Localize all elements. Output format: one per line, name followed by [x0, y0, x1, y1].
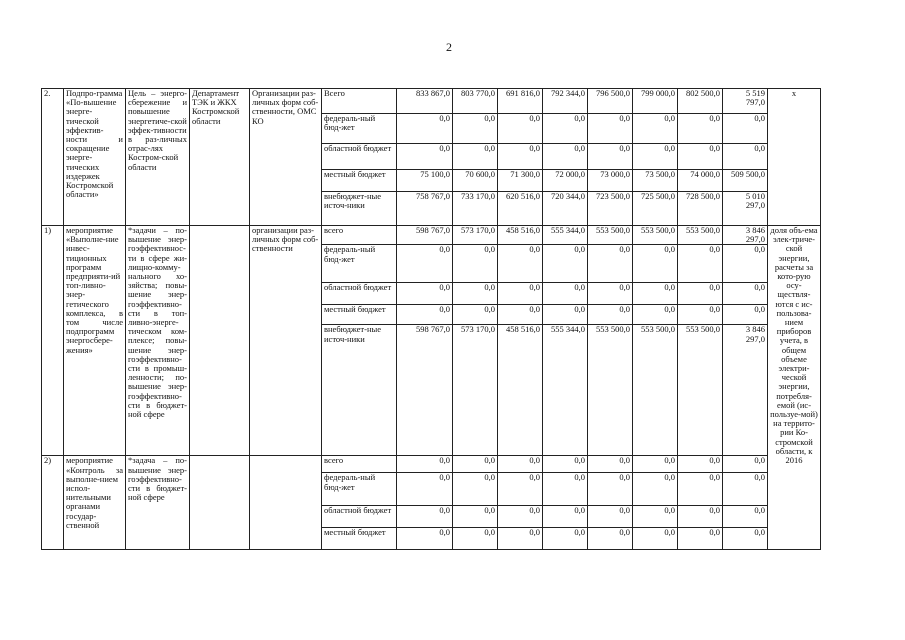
funding-value: 5 519 797,0: [723, 89, 768, 114]
funding-value: 0,0: [543, 245, 588, 283]
funding-source-label: внебюджет-ные источ-ники: [322, 325, 397, 456]
funding-value: 0,0: [453, 473, 498, 506]
funding-value: 75 100,0: [397, 170, 453, 192]
responsible-executor: [190, 226, 250, 456]
funding-value: 0,0: [453, 456, 498, 473]
funding-value: 0,0: [397, 473, 453, 506]
funding-source-label: областной бюджет: [322, 144, 397, 170]
funding-value: 0,0: [588, 506, 633, 528]
funding-value: 0,0: [588, 305, 633, 325]
funding-value: 3 846 297,0: [723, 226, 768, 245]
funding-value: 0,0: [588, 283, 633, 305]
funding-value: 0,0: [498, 456, 543, 473]
funding-value: 0,0: [453, 283, 498, 305]
funding-value: 0,0: [723, 473, 768, 506]
funding-value: 0,0: [397, 506, 453, 528]
funding-value: 0,0: [453, 506, 498, 528]
row-index: 2.: [42, 89, 64, 226]
page-number: 2: [446, 40, 452, 54]
funding-value: 0,0: [543, 283, 588, 305]
funding-value: 0,0: [678, 144, 723, 170]
funding-value: 553 500,0: [588, 226, 633, 245]
funding-value: 0,0: [543, 528, 588, 550]
funding-value: 553 500,0: [678, 226, 723, 245]
funding-value: 0,0: [723, 114, 768, 144]
funding-source-label: внебюджет-ные источ-ники: [322, 192, 397, 226]
funding-source-label: областной бюджет: [322, 283, 397, 305]
participants: Организации раз-личных форм соб-ственности, ОМС КО: [250, 89, 322, 226]
funding-value: 0,0: [498, 473, 543, 506]
funding-value: 0,0: [453, 144, 498, 170]
funding-value: 0,0: [678, 114, 723, 144]
funding-value: 0,0: [633, 473, 678, 506]
funding-source-label: федераль-ный бюд-жет: [322, 473, 397, 506]
funding-value: 0,0: [678, 473, 723, 506]
funding-source-label: Всего: [322, 89, 397, 114]
funding-value: 0,0: [543, 473, 588, 506]
funding-value: 0,0: [633, 245, 678, 283]
funding-value: 70 600,0: [453, 170, 498, 192]
funding-value: 758 767,0: [397, 192, 453, 226]
funding-value: 0,0: [543, 506, 588, 528]
funding-source-label: областной бюджет: [322, 506, 397, 528]
funding-value: 0,0: [633, 528, 678, 550]
funding-source-label: местный бюджет: [322, 305, 397, 325]
funding-value: 792 344,0: [543, 89, 588, 114]
funding-value: 833 867,0: [397, 89, 453, 114]
funding-value: 0,0: [723, 528, 768, 550]
program-table: [41, 88, 888, 550]
goal-text: Цель – энерго-сбережение и повышение энергетиче-ской эффек-тивности в раз-личных отрас-лях Костром-ской области: [126, 89, 190, 226]
funding-value: 553 500,0: [678, 325, 723, 456]
funding-value: 74 000,0: [678, 170, 723, 192]
funding-source-label: местный бюджет: [322, 528, 397, 550]
funding-value: 0,0: [397, 114, 453, 144]
funding-value: 0,0: [543, 144, 588, 170]
funding-value: 0,0: [723, 456, 768, 473]
funding-value: 0,0: [397, 528, 453, 550]
funding-value: 0,0: [453, 528, 498, 550]
funding-value: 691 816,0: [498, 89, 543, 114]
funding-value: 0,0: [678, 456, 723, 473]
funding-value: 0,0: [588, 528, 633, 550]
funding-value: 0,0: [723, 245, 768, 283]
funding-value: 0,0: [397, 245, 453, 283]
funding-value: 0,0: [498, 506, 543, 528]
participants: [250, 456, 322, 550]
funding-value: 0,0: [678, 528, 723, 550]
funding-value: 0,0: [397, 456, 453, 473]
funding-value: 0,0: [498, 283, 543, 305]
funding-value: 0,0: [543, 456, 588, 473]
funding-value: 0,0: [633, 456, 678, 473]
table-row: [42, 456, 888, 473]
table-row: [42, 226, 888, 245]
funding-value: 0,0: [397, 283, 453, 305]
funding-value: 0,0: [397, 305, 453, 325]
target-indicator: x: [768, 89, 821, 226]
funding-value: 0,0: [678, 283, 723, 305]
measure-name: мероприятие «Выполне-ние инвес-тиционных программ предприяти-ий топ-ливно-энер-гетического комплекса, в том числе подпрограмм энергосбере-жения»: [64, 226, 126, 456]
funding-value: 5 010 297,0: [723, 192, 768, 226]
funding-value: 0,0: [543, 305, 588, 325]
funding-value: 0,0: [453, 305, 498, 325]
funding-value: 0,0: [678, 245, 723, 283]
funding-value: 598 767,0: [397, 325, 453, 456]
funding-value: 0,0: [453, 245, 498, 283]
funding-value: 733 170,0: [453, 192, 498, 226]
funding-value: 0,0: [498, 245, 543, 283]
table-row: [42, 89, 888, 114]
funding-value: 555 344,0: [543, 325, 588, 456]
funding-value: 553 500,0: [633, 325, 678, 456]
funding-value: 796 500,0: [588, 89, 633, 114]
participants: организации раз-личных форм соб-ственности: [250, 226, 322, 456]
goal-text: *задачи – по-вышение энер-гоэффективнос-ти в сфере жи-лищно-комму-нального хо-зяйства; повы-шение энер-гоэффективно-сти в топ-ливно-энерге-тическом ком-плексе; повы-шение энер-гоэффективно-сти в промыш-ленности; по-вышение энер-гоэффективно-сти в бюджет-ной сфере: [126, 226, 190, 456]
funding-value: 728 500,0: [678, 192, 723, 226]
funding-value: 71 300,0: [498, 170, 543, 192]
funding-value: 803 770,0: [453, 89, 498, 114]
row-index: 2): [42, 456, 64, 550]
funding-value: 458 516,0: [498, 226, 543, 245]
funding-source-label: местный бюджет: [322, 170, 397, 192]
funding-value: 0,0: [588, 144, 633, 170]
funding-value: 0,0: [498, 114, 543, 144]
funding-value: 0,0: [453, 114, 498, 144]
funding-value: 553 500,0: [588, 325, 633, 456]
funding-value: 802 500,0: [678, 89, 723, 114]
responsible-executor: [190, 456, 250, 550]
funding-value: 573 170,0: [453, 325, 498, 456]
funding-source-label: федераль-ный бюд-жет: [322, 114, 397, 144]
funding-value: 72 000,0: [543, 170, 588, 192]
funding-value: 0,0: [588, 456, 633, 473]
funding-value: 723 500,0: [588, 192, 633, 226]
funding-value: 0,0: [633, 305, 678, 325]
funding-value: 73 500,0: [633, 170, 678, 192]
funding-value: 458 516,0: [498, 325, 543, 456]
funding-value: 573 170,0: [453, 226, 498, 245]
funding-value: 0,0: [633, 506, 678, 528]
funding-value: 620 516,0: [498, 192, 543, 226]
funding-value: 0,0: [678, 305, 723, 325]
funding-value: 553 500,0: [633, 226, 678, 245]
funding-value: 0,0: [498, 305, 543, 325]
funding-value: 720 344,0: [543, 192, 588, 226]
funding-source-label: всего: [322, 226, 397, 245]
measure-name: Подпро-грамма «По-вышение энерге-тической эффектив-ности и сокращение энерге-тических издержек Костромской области»: [64, 89, 126, 226]
responsible-executor: Департамент ТЭК и ЖКХ Костромской области: [190, 89, 250, 226]
measure-name: мероприятие «Контроль за выполне-нием испол-нительными органами государ-ственной: [64, 456, 126, 550]
funding-value: 3 846 297,0: [723, 325, 768, 456]
funding-value: 0,0: [633, 114, 678, 144]
funding-value: 0,0: [588, 114, 633, 144]
row-index: 1): [42, 226, 64, 456]
funding-value: 555 344,0: [543, 226, 588, 245]
funding-value: 0,0: [723, 305, 768, 325]
funding-value: 73 000,0: [588, 170, 633, 192]
funding-value: 0,0: [633, 144, 678, 170]
target-indicator: доля объ-ема элек-триче-ской энергии, расчеты за кото-рую осу-ществля-ются с ис-пользова-нием приборов учета, в общем объеме электри-ческой энергии, потребля-емой (ис-пользуе-мой) на террито-рии Ко-стромской области, к 2016: [768, 226, 821, 550]
funding-value: 0,0: [723, 283, 768, 305]
funding-value: 0,0: [498, 528, 543, 550]
funding-source-label: федераль-ный бюд-жет: [322, 245, 397, 283]
funding-value: 799 000,0: [633, 89, 678, 114]
funding-value: 509 500,0: [723, 170, 768, 192]
funding-source-label: всего: [322, 456, 397, 473]
funding-value: 0,0: [633, 283, 678, 305]
funding-value: 0,0: [723, 506, 768, 528]
funding-value: 0,0: [588, 245, 633, 283]
funding-value: 0,0: [678, 506, 723, 528]
funding-value: 0,0: [543, 114, 588, 144]
funding-value: 725 500,0: [633, 192, 678, 226]
funding-value: 0,0: [723, 144, 768, 170]
funding-value: 0,0: [397, 144, 453, 170]
funding-value: 598 767,0: [397, 226, 453, 245]
funding-value: 0,0: [498, 144, 543, 170]
goal-text: *задача – по-вышение энер-гоэффективно-сти в бюджет-ной сфере: [126, 456, 190, 550]
funding-value: 0,0: [588, 473, 633, 506]
